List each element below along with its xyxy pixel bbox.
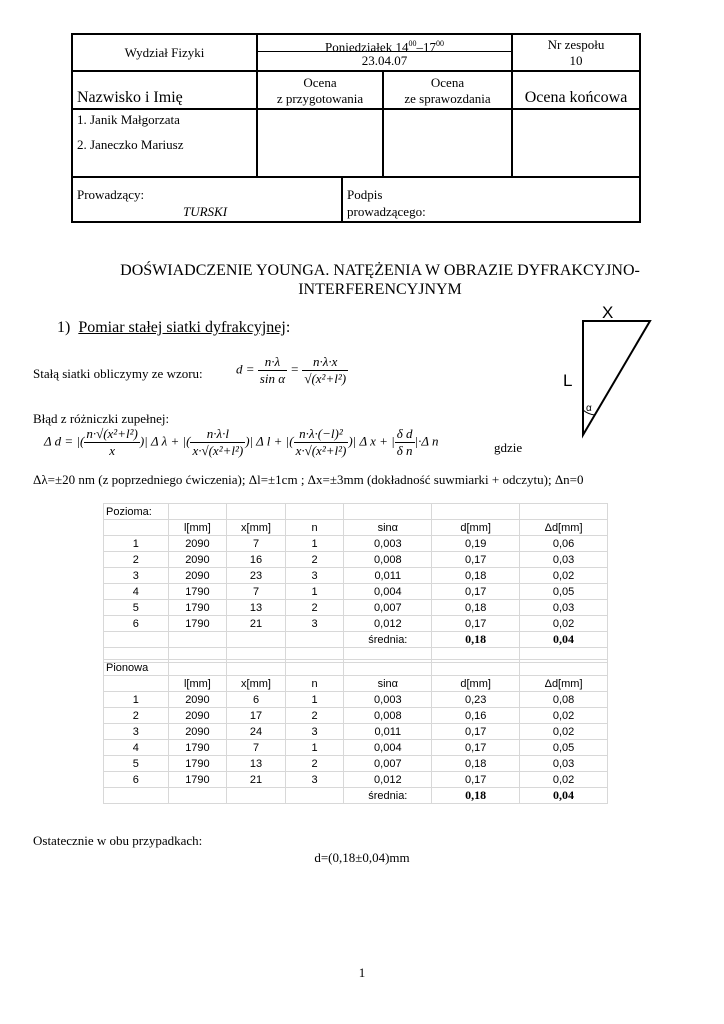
table-caption: Pozioma: — [104, 504, 169, 520]
faculty: Wydział Fizyki — [124, 45, 205, 60]
grade-prep-2: z przygotowania — [276, 91, 364, 106]
mean-label: średnia: — [344, 632, 432, 648]
table-row: 5 1790 13 2 0,007 0,18 0,03 — [104, 756, 608, 772]
table-row: 5 1790 13 2 0,007 0,18 0,03 — [104, 600, 608, 616]
table-horizontal — [103, 503, 608, 663]
mean-dd: 0,04 — [520, 788, 608, 804]
col-header: Δd[mm] — [520, 520, 608, 536]
title-line-1: DOŚWIADCZENIE YOUNGA. NATĘŻENIA W OBRAZIE DYFRAKCYJNO- — [120, 262, 640, 279]
main-formula: d = $\frac{n\cdot\lambda}{\text{sin α}}$ = $\frac{n\cdot\lambda\cdot x}{\text{√(x²+l²)}}$ — [236, 354, 347, 386]
section-heading — [57, 319, 290, 337]
mean-label: średnia: — [344, 788, 432, 804]
grade-prep-1: Ocena — [303, 75, 337, 90]
error-formula: Δ d = |( $\frac{\text{n·√(x²+l²)}}{x}$ )| Δ λ + |( $\frac{n\cdot\lambda\cdot l}{\text{x·√(x²+l²)}}$ )| Δ l + |( $\frac{\text{n·λ·(−l)²}}{\text{x·√(x²+l²)}}$ )| Δ x + | $\frac{\text{δ d}}{\text{δ n}}$ |·Δ n — [44, 426, 439, 458]
col-header: x[mm] — [227, 520, 286, 536]
conclusion-value: d=(0,18±0,04)mm — [314, 850, 410, 865]
col-header: x[mm] — [227, 676, 286, 692]
uncertainties: Δλ=±20 nm (z poprzedniego ćwiczenia); Δl=±1cm ; Δx=±3mm (dokładność suwmiarki + odczytu); Δn=0 — [33, 472, 584, 487]
col-header: d[mm] — [432, 520, 520, 536]
col-header: Δd[mm] — [520, 676, 608, 692]
team-label: Nr zespołu — [547, 37, 605, 52]
table-mean-row — [104, 788, 608, 804]
schedule-day: Poniedziałek $14^{00}-17^{00}$ — [325, 39, 444, 55]
grade-report-1: Ocena — [430, 75, 465, 90]
col-header: l[mm] — [168, 520, 227, 536]
table-row: 2 2090 17 2 0,008 0,16 0,02 — [104, 708, 608, 724]
mean-d: 0,18 — [432, 788, 520, 804]
error-gdzie: gdzie — [494, 440, 523, 455]
team-number: 10 — [569, 53, 583, 68]
table-caption: Pionowa — [104, 660, 169, 676]
table-header-row — [104, 520, 608, 536]
table-row: 4 1790 7 1 0,004 0,17 0,05 — [104, 584, 608, 600]
table-row: 3 2090 24 3 0,011 0,17 0,02 — [104, 724, 608, 740]
col-header: n — [285, 676, 344, 692]
error-intro: Błąd z różniczki zupełnej: — [33, 411, 170, 426]
signature-label-1: Podpis — [347, 187, 383, 202]
grade-report-2: ze sprawozdania — [404, 91, 491, 106]
instructor-name: TURSKI — [183, 204, 228, 219]
student-1: 1. Janik Małgorzata — [77, 112, 180, 127]
col-header: d[mm] — [432, 676, 520, 692]
student-2: 2. Janeczko Mariusz — [77, 137, 184, 152]
col-header: sinα — [344, 520, 432, 536]
diagram-x-label: X — [602, 303, 614, 322]
grade-final: Ocena końcowa — [524, 89, 628, 106]
signature-label-2: prowadzącego: — [347, 204, 426, 219]
table-row: 1 2090 7 1 0,003 0,19 0,06 — [104, 536, 608, 552]
table-row: 1 2090 6 1 0,003 0,23 0,08 — [104, 692, 608, 708]
diagram-l-label: L — [563, 371, 573, 390]
instructor-label: Prowadzący: — [77, 187, 145, 202]
name-label: Nazwisko i Imię — [77, 89, 183, 106]
table-row: 4 1790 7 1 0,004 0,17 0,05 — [104, 740, 608, 756]
table-row: 3 2090 23 3 0,011 0,18 0,02 — [104, 568, 608, 584]
table-vertical — [103, 659, 608, 804]
geometry-diagram — [540, 300, 680, 440]
page-number: 1 — [358, 965, 366, 980]
col-header: n — [285, 520, 344, 536]
col-header: sinα — [344, 676, 432, 692]
title-line-2: INTERFERENCYJNYM — [298, 281, 462, 298]
table-row: 6 1790 21 3 0,012 0,17 0,02 — [104, 772, 608, 788]
section-colon: : — [285, 319, 291, 336]
mean-d: 0,18 — [432, 632, 520, 648]
table-header-row — [104, 676, 608, 692]
diagram-alpha-label: α — [586, 403, 592, 414]
mean-dd: 0,04 — [520, 632, 608, 648]
table-row: 2 2090 16 2 0,008 0,17 0,03 — [104, 552, 608, 568]
table-row: 6 1790 21 3 0,012 0,17 0,02 — [104, 616, 608, 632]
header-table — [71, 33, 641, 223]
section-number: 1) — [57, 319, 71, 336]
formula-intro: Stałą siatki obliczymy ze wzoru: — [33, 366, 203, 381]
date: 23.04.07 — [361, 53, 408, 68]
conclusion-intro: Ostatecznie w obu przypadkach: — [33, 833, 203, 848]
document-title — [50, 261, 710, 299]
col-header: l[mm] — [168, 676, 227, 692]
section-title: Pomiar stałej siatki dyfrakcyjnej — [78, 319, 286, 336]
table-mean-row — [104, 632, 608, 648]
